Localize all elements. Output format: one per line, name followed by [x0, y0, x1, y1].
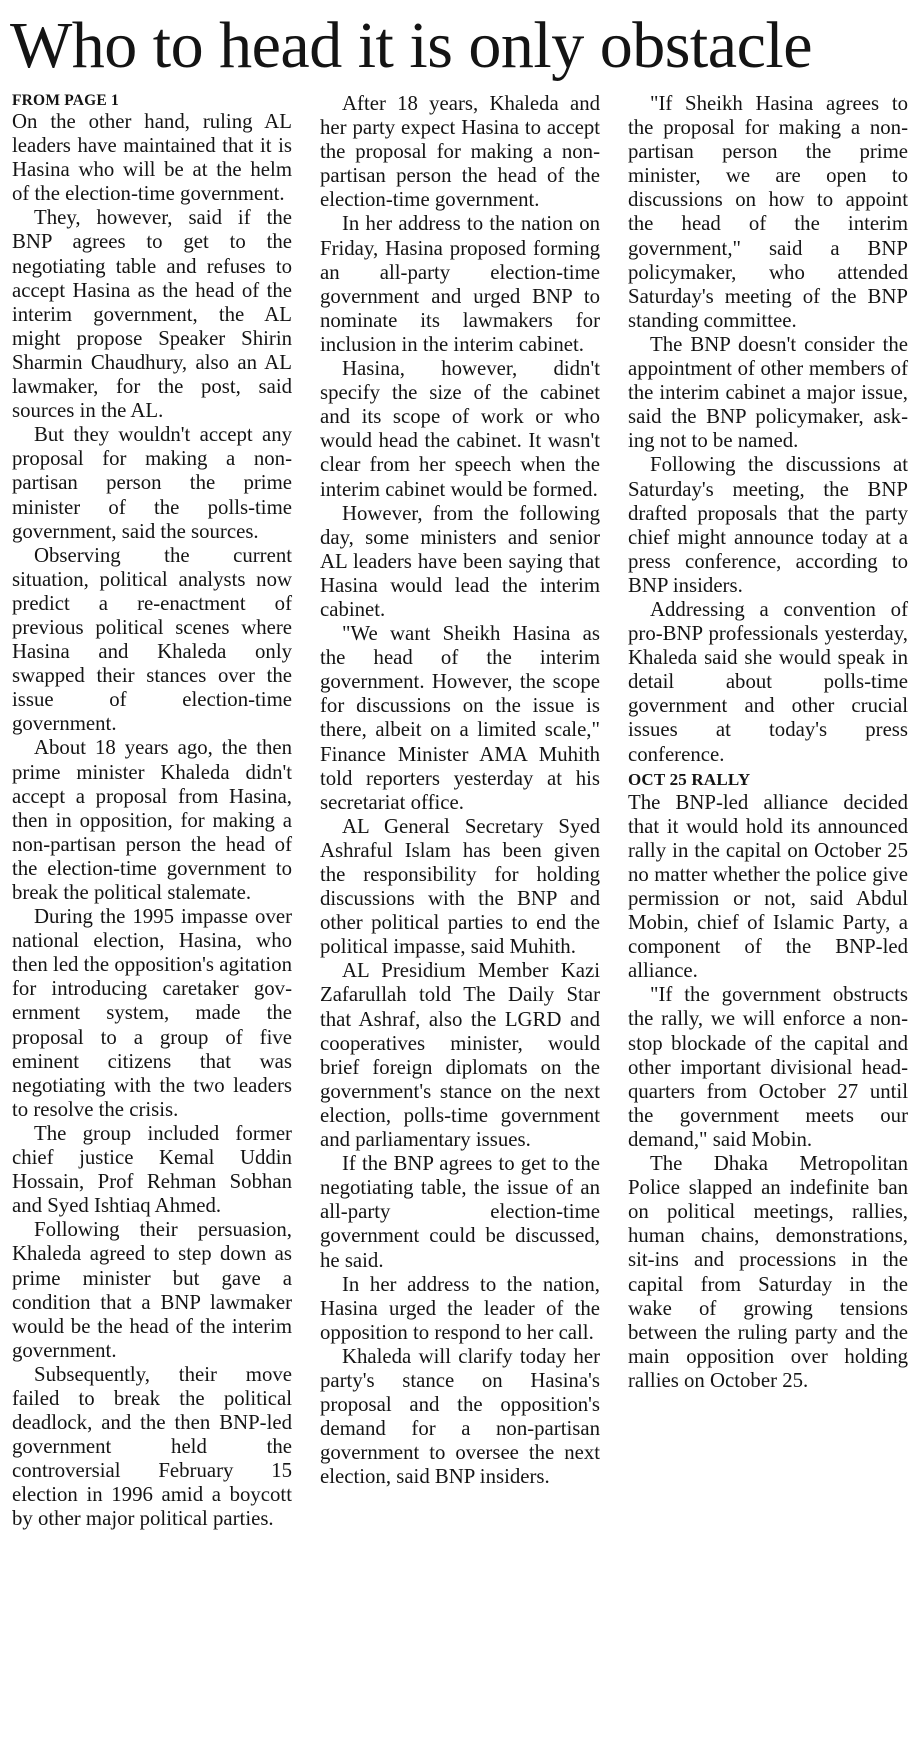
paragraph: Subsequently, their move failed to break the political deadlock, and the then BNP-led government held the controversial February 15 election in 1996 amid a boycott by other major political parties. — [12, 1362, 292, 1531]
paragraph: The Dhaka Metropolitan Police slapped an indefinite ban on political meetings, rallies, human chains, demonstrations, sit-ins and processions in the capital from Saturday in the wake of growing tensions between the ruling party and the main opposition over holding rallies on October 25. — [628, 1152, 908, 1392]
paragraph: Observing the current situation, political analysts now predict a re-enactment of previous political scenes where Hasina and Khaleda only swapped their stances over the issue of election-time government. — [12, 543, 292, 736]
paragraph: About 18 years ago, the then prime minister Khaleda didn't accept a proposal from Hasina, then in opposition, for making a non-partisan person the head of the election-time government to break the political stalemate. — [12, 736, 292, 904]
paragraph: But they wouldn't accept any proposal for making a non-partisan person the prime minister of the polls-time government, said the sources. — [12, 423, 292, 543]
paragraph: The BNP-led alliance decided that it would hold its announced rally in the capital on October 25 no matter whether the police give permission or not, said Abdul Mobin, chief of Islamic Party, a component of the BNP-led alliance. — [628, 790, 908, 983]
headline: Who to head it is only obstacle — [10, 9, 812, 82]
paragraph: During the 1995 impasse over national election, Hasina, who then led the opposition's agitation for introducing caretaker government system, made the proposal to a group of five eminent citizens that was negotiating with the two leaders to resolve the crisis. — [12, 905, 292, 1121]
paragraph: They, however, said if the BNP agrees to get to the negotiating table and refuses to accept Hasina as the head of the interim government, the AL might propose Speaker Shirin Sharmin Chaudhury, also an AL lawmaker, for the post, said sources in the AL. — [12, 206, 292, 423]
paragraph: Following the discussions at Saturday's meeting, the BNP drafted proposals that the party chief might announce today at a press conference, according to BNP insiders. — [628, 453, 908, 597]
paragraph: Following their persuasion, Khaleda agreed to step down as prime minister but gave a condition that a BNP lawmaker would be the head of the interim government. — [12, 1218, 292, 1362]
article-column-3 — [628, 92, 908, 1393]
paragraph: If the BNP agrees to get to the negotiating table, the issue of an all-party election-time government could be discussed, he said. — [320, 1152, 600, 1272]
paragraph: Khaleda will clarify today her party's stance on Hasina's proposal and the opposition's demand for a non-partisan government to oversee the next election, said BNP insiders. — [320, 1344, 600, 1489]
paragraph: The group included former chief justice Kemal Uddin Hossain, Prof Rehman Sobhan and Syed Ishtiaq Ahmed. — [12, 1121, 292, 1218]
paragraph: AL Presidium Member Kazi Zafarullah told The Daily Star that Ashraf, also the LGRD and cooperatives minister, would brief foreign diplomats on the government's stance on the next election, polls-time government and parliamentary issues. — [320, 959, 600, 1152]
paragraph: AL General Secretary Syed Ashraful Islam has been given the responsibility for holding discussions with the BNP and other political parties to end the political impasse, said Muhith. — [320, 814, 600, 959]
paragraph: "We want Sheikh Hasina as the head of the interim government. However, the scope for discussions on the issue is there, albeit on a limited scale," Finance Minister AMA Muhith told reporters yesterday at his secretariat office. — [320, 622, 600, 814]
paragraph: After 18 years, Khaleda and her party expect Hasina to accept the proposal for making a non-partisan person the head of the election-time government. — [320, 92, 600, 212]
paragraph: However, from the following day, some ministers and senior AL leaders have been saying that Hasina would lead the interim cabinet. — [320, 501, 600, 621]
paragraph: Hasina, however, didn't specify the size of the cabinet and its scope of work or who would head the cabinet. It wasn't clear from her speech when the interim cabinet would be formed. — [320, 357, 600, 501]
paragraph: "If Sheikh Hasina agrees to the proposal for making a non-partisan person the prime minister, we are open to discussions on how to appoint the head of the interim government," said a BNP policymaker, who attended Saturday's meeting of the BNP standing committee. — [628, 92, 908, 332]
paragraph: In her address to the nation, Hasina urged the leader of the opposition to respond to her call. — [320, 1272, 600, 1344]
paragraph: The BNP doesn't consider the appointment of other members of the interim cabinet a major issue, said the BNP policymaker, asking not to be named. — [628, 332, 908, 453]
article-column-2 — [320, 92, 600, 1489]
subhead: OCT 25 RALLY — [628, 769, 751, 789]
paragraph: In her address to the nation on Friday, Hasina proposed forming an all-party election-time government and urged BNP to nominate its lawmakers for inclusion in the interim cabinet. — [320, 212, 600, 356]
paragraph: Addressing a convention of pro-BNP professionals yesterday, Khaleda said she would speak in detail about polls-time government and other crucial issues at today's press conference. — [628, 597, 908, 766]
article-column-1 — [12, 92, 292, 1532]
paragraph: "If the government obstructs the rally, we will enforce a non-stop blockade of the capital and other important divisional headquarters from October 27 until the government meets our demand," said Mobin. — [628, 983, 908, 1151]
paragraph: On the other hand, ruling AL leaders have maintained that it is Hasina who will be at the helm of the election-time government. — [12, 110, 292, 206]
dateline: FROM PAGE 1 — [12, 92, 119, 109]
